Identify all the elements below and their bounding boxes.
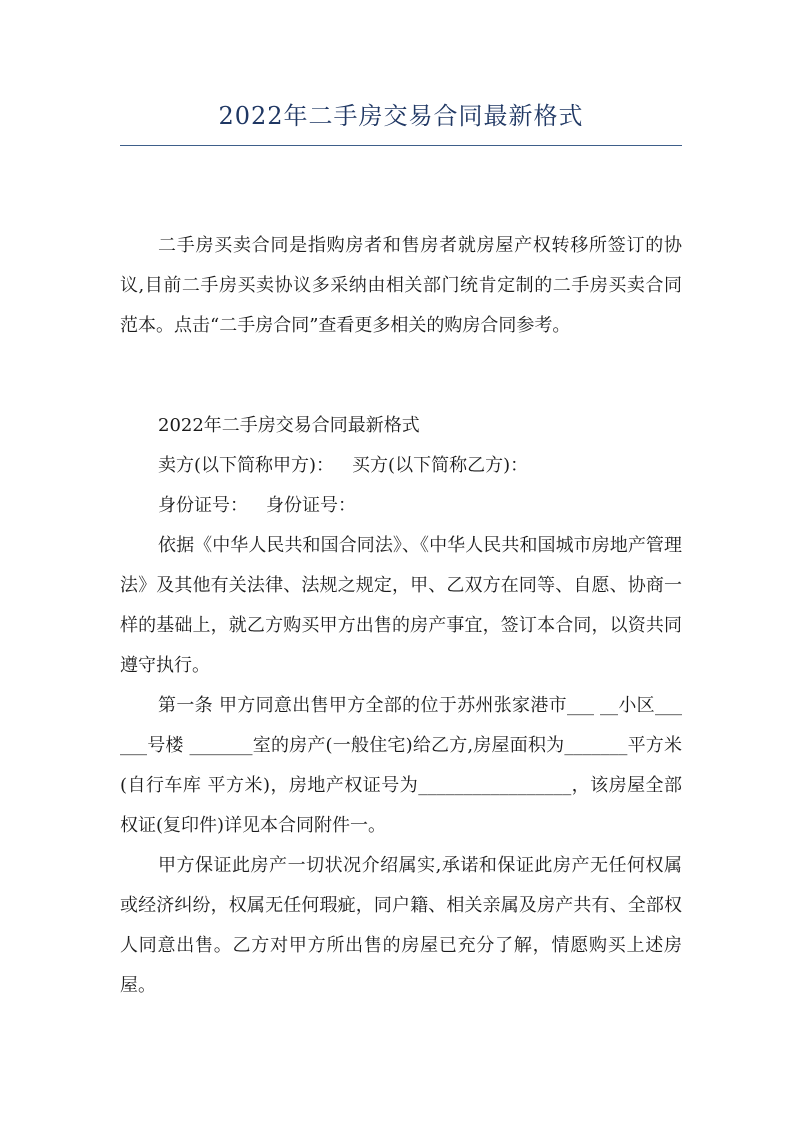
article-1-paragraph: 第一条 甲方同意出售甲方全部的位于苏州张家港市___ __小区______号楼 _______室的房产(一般住宅)给乙方,房屋面积为_______平方米(自行车库 平方米)，房地产权证号为_________________，该房屋全部权证(复印件)详见本合同附件一。 <box>120 695 682 836</box>
title-divider <box>120 145 682 146</box>
seller-label: 卖方(以下简称甲方)： <box>158 455 335 476</box>
buyer-id-label: 身份证号： <box>266 495 356 516</box>
parties-line <box>120 446 682 486</box>
guarantee-paragraph: 甲方保证此房产一切状况介绍属实,承诺和保证此房产无任何权属或经济纠纷，权属无任何瑕疵，同户籍、相关亲属及房产共有、全部权人同意出售。乙方对甲方所出售的房屋已充分了解，情愿购买上述房屋。 <box>120 855 682 996</box>
section-spacer <box>120 346 682 406</box>
intro-paragraph: 二手房买卖合同是指购房者和售房者就房屋产权转移所签订的协议,目前二手房买卖协议多采纳由相关部门统肯定制的二手房买卖合同范本。点击“二手房合同”查看更多相关的购房合同参考。 <box>120 235 682 336</box>
document-body <box>120 226 682 1006</box>
buyer-label: 买方(以下简称乙方)： <box>352 455 529 476</box>
id-line <box>120 486 682 526</box>
preamble-paragraph: 依据《中华人民共和国合同法》、《中华人民共和国城市房地产管理法》及其他有关法律、法规之规定，甲、乙双方在同等、自愿、协商一样的基础上，就乙方购买甲方出售的房产事宜，签订本合同，以资共同遵守执行。 <box>120 535 682 676</box>
seller-id-label: 身份证号： <box>158 495 248 516</box>
contract-subtitle: 2022年二手房交易合同最新格式 <box>158 415 420 436</box>
document-title: 2022年二手房交易合同最新格式 <box>218 102 584 130</box>
